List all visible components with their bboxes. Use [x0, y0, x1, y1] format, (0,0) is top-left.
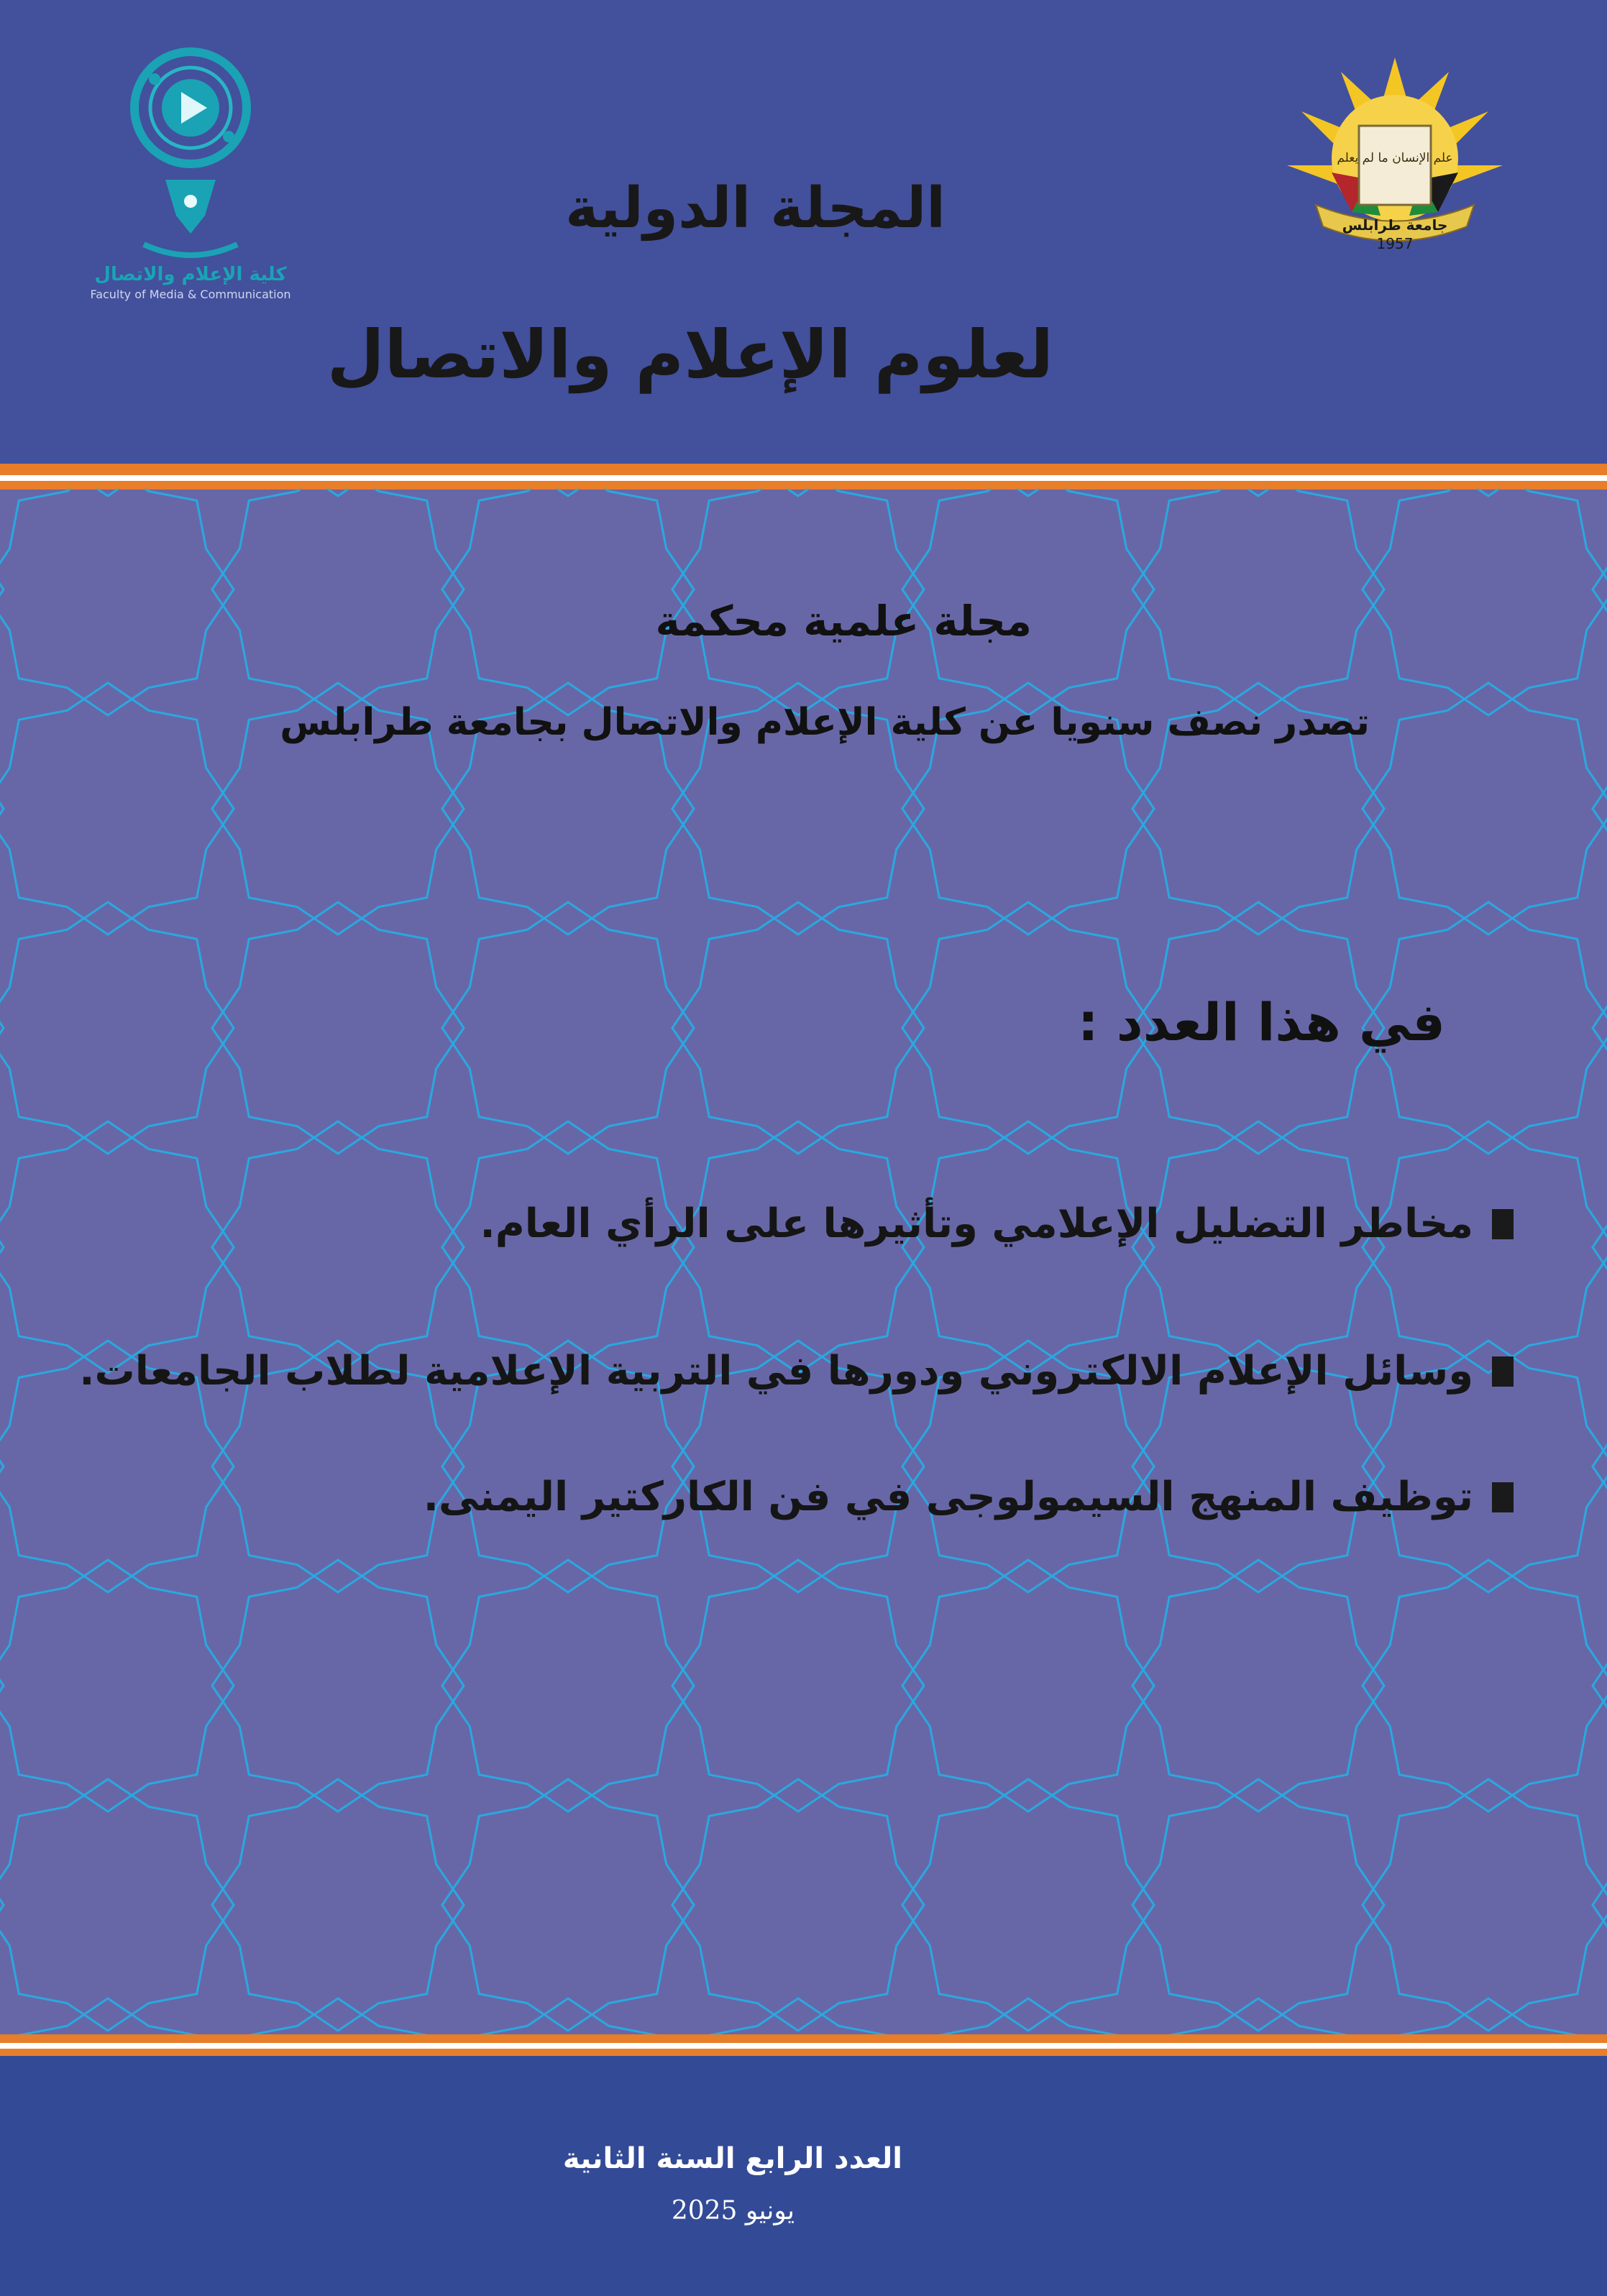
star-outline	[672, 902, 924, 1154]
star-outline	[1593, 1560, 1607, 1811]
star-outline	[0, 1341, 4, 1592]
star-outline	[1593, 489, 1607, 496]
issue-number: العدد الرابع السنة الثانية	[562, 2142, 902, 2175]
star-outline	[902, 1998, 1154, 2034]
star-outline	[902, 489, 1154, 496]
university-of-tripoli-emblem-icon	[1283, 58, 1506, 252]
star-outline	[212, 489, 464, 715]
faculty-media-logo-icon	[58, 29, 331, 302]
star-outline	[0, 1560, 4, 1811]
star-outline	[1132, 1560, 1384, 1811]
square-bullet-icon	[1492, 1356, 1514, 1387]
star-outline	[0, 683, 234, 935]
journal-title-line1: المجلة الدولية	[565, 176, 946, 241]
star-outline	[1363, 489, 1607, 496]
journal-tagline: مجلة علمية محكمة	[655, 597, 1032, 646]
star-outline	[1363, 1779, 1607, 2031]
star-outline	[212, 1121, 464, 1373]
top-white-stripe	[0, 475, 1607, 481]
star-outline	[902, 1560, 1154, 1811]
star-outline	[0, 489, 4, 715]
star-outline	[1593, 683, 1607, 935]
star-outline	[0, 902, 4, 1154]
star-outline	[212, 902, 464, 1154]
star-outline	[1593, 1121, 1607, 1373]
star-outline	[1363, 683, 1607, 935]
star-outline	[0, 1779, 234, 2031]
star-outline	[0, 489, 234, 496]
faculty-logo	[58, 29, 331, 302]
star-outline	[0, 1998, 234, 2034]
star-outline	[0, 1121, 234, 1373]
publisher-line: تصدر نصف سنويا عن كلية الإعلام والاتصال بجامعة طرابلس	[280, 701, 1370, 744]
top-orange-stripe	[0, 464, 1607, 475]
issue-date: يونيو 2025	[671, 2196, 795, 2226]
contents-item-text: توظيف المنهج السيمولوجى في فن الكاركتير اليمنى.	[423, 1474, 1473, 1520]
star-outline	[902, 1779, 1154, 2031]
emblem-year: 1957	[1376, 235, 1414, 252]
bottom-white-stripe	[0, 2043, 1607, 2049]
star-outline	[0, 1121, 4, 1373]
star-outline	[0, 1560, 234, 1811]
star-outline	[672, 489, 924, 496]
star-outline	[212, 1779, 464, 2031]
star-outline	[442, 1779, 694, 2031]
star-outline	[1363, 1121, 1607, 1373]
star-outline	[672, 1560, 924, 1811]
star-outline	[0, 683, 4, 935]
star-outline	[212, 1560, 464, 1811]
star-outline	[0, 489, 4, 496]
star-outline	[902, 1121, 1154, 1373]
star-outline	[672, 1998, 924, 2034]
contents-item-text: مخاطر التضليل الإعلامي وتأثيرها على الرأي العام.	[480, 1200, 1473, 1247]
star-outline	[1363, 489, 1607, 715]
star-outline	[442, 902, 694, 1154]
faculty-logo-caption-ar: كلية الإعلام والاتصال	[94, 264, 287, 285]
star-outline	[1132, 489, 1384, 715]
star-outline	[442, 1998, 694, 2034]
star-outline	[1132, 1998, 1384, 2034]
star-outline	[1593, 1779, 1607, 2031]
star-outline	[1132, 1779, 1384, 2031]
contents-item	[424, 1474, 1514, 1520]
star-outline	[1132, 1121, 1384, 1373]
emblem-motto: علم الإنسان ما لم يعلم	[1337, 151, 1453, 165]
in-this-issue-heading: في هذا العدد :	[1077, 992, 1445, 1052]
university-emblem	[1283, 58, 1506, 252]
star-outline	[442, 489, 694, 496]
star-outline	[1132, 489, 1384, 496]
contents-item	[79, 1348, 1514, 1395]
bottom-orange-stripe	[0, 2034, 1607, 2043]
star-outline	[1593, 902, 1607, 1154]
star-outline	[1593, 1998, 1607, 2034]
faculty-logo-caption-en: Faculty of Media & Communication	[90, 288, 291, 301]
star-outline	[0, 1998, 4, 2034]
journal-title-line2: لعلوم الإعلام والاتصال	[326, 316, 1053, 393]
star-outline	[442, 1121, 694, 1373]
star-outline	[0, 1779, 4, 2031]
contents-item-text: وسائل الإعلام الالكتروني ودورها في التربية الإعلامية لطلاب الجامعات.	[79, 1348, 1473, 1395]
star-outline	[442, 1560, 694, 1811]
contents-item	[480, 1200, 1514, 1247]
star-outline	[0, 489, 234, 715]
square-bullet-icon	[1492, 1209, 1514, 1239]
square-bullet-icon	[1492, 1482, 1514, 1512]
emblem-banner: جامعة طرابلس	[1342, 216, 1448, 234]
star-outline	[672, 1779, 924, 2031]
star-outline	[1593, 1341, 1607, 1592]
star-outline	[1363, 1560, 1607, 1811]
star-outline	[212, 1998, 464, 2034]
star-outline	[672, 1121, 924, 1373]
footer-band	[0, 2056, 1607, 2296]
star-outline	[0, 902, 234, 1154]
star-outline	[212, 489, 464, 496]
